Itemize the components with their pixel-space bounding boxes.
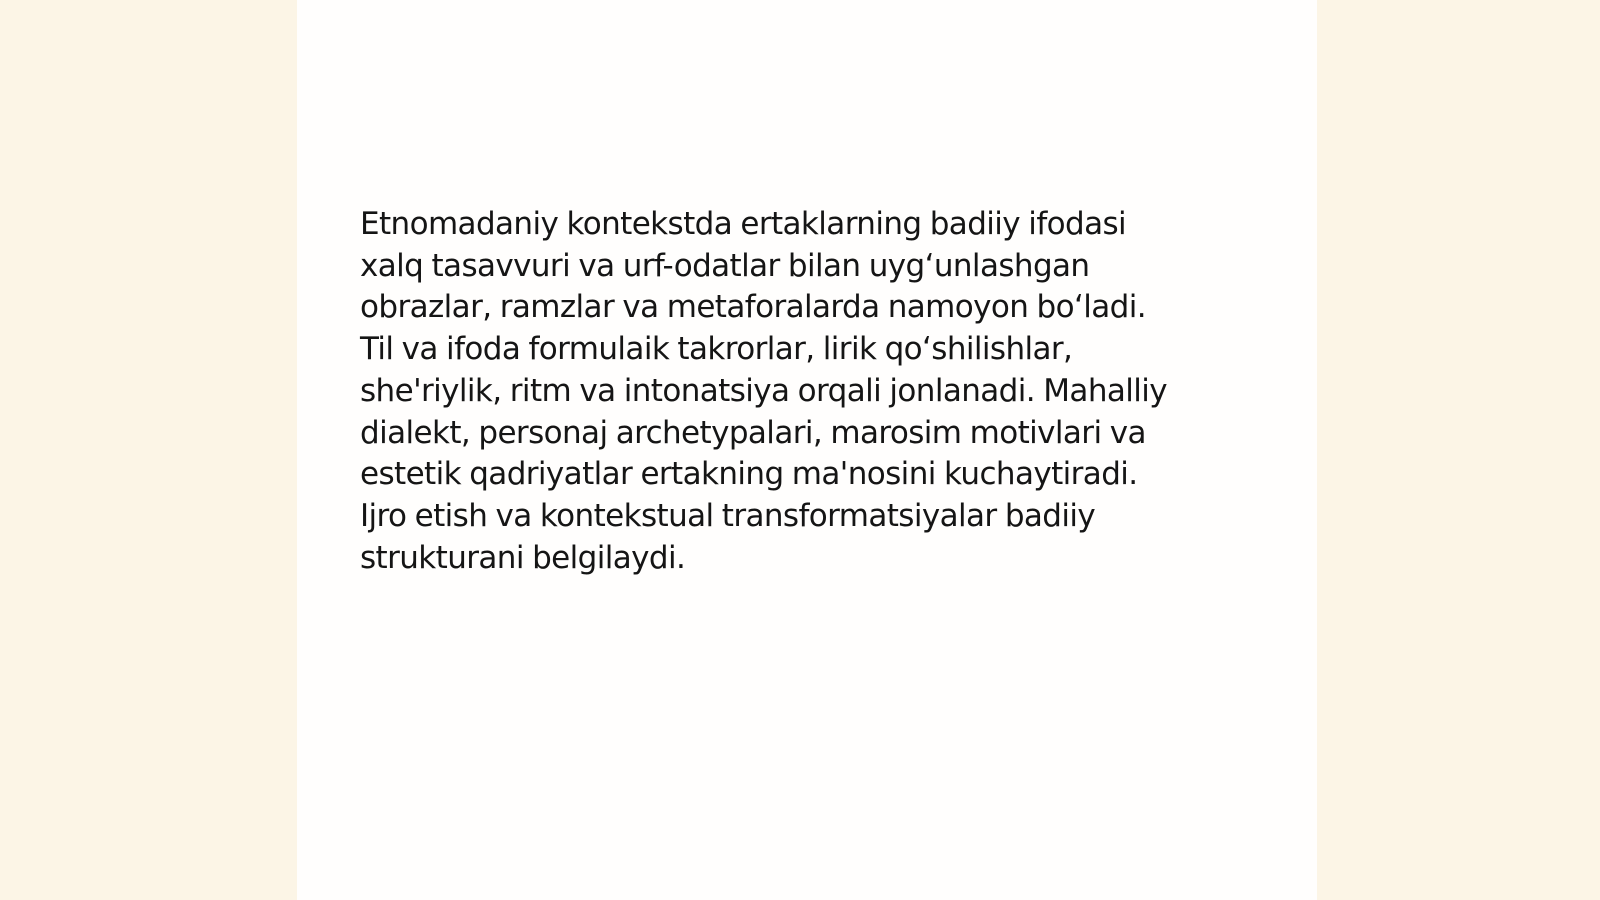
paragraph-line: Til va ifoda formulaik takrorlar, lirik qoʻshilishlar,	[360, 331, 1073, 368]
paragraph-line: estetik qadriyatlar ertakning ma'nosini kuchaytiradi.	[360, 456, 1138, 493]
paragraph-line: she'riylik, ritm va intonatsiya orqali jonlanadi. Mahalliy	[360, 372, 1168, 409]
paragraph-line: Etnomadaniy kontekstda ertaklarning badiiy ifodasi	[360, 206, 1127, 242]
paragraph-line: Ijro etish va kontekstual transformatsiyalar badiiy	[360, 497, 1096, 534]
paragraph-line: obrazlar, ramzlar va metaforalarda namoyon boʻladi.	[360, 289, 1146, 326]
paragraph-line: xalq tasavvuri va urf-odatlar bilan uygʻunlashgan	[360, 247, 1090, 284]
paragraph-line: dialekt, personaj archetypalari, marosim motivlari va	[360, 414, 1146, 451]
paragraph-line: strukturani belgilaydi.	[360, 539, 686, 576]
slide-page	[297, 0, 1317, 900]
slide-paragraph	[360, 204, 1260, 579]
